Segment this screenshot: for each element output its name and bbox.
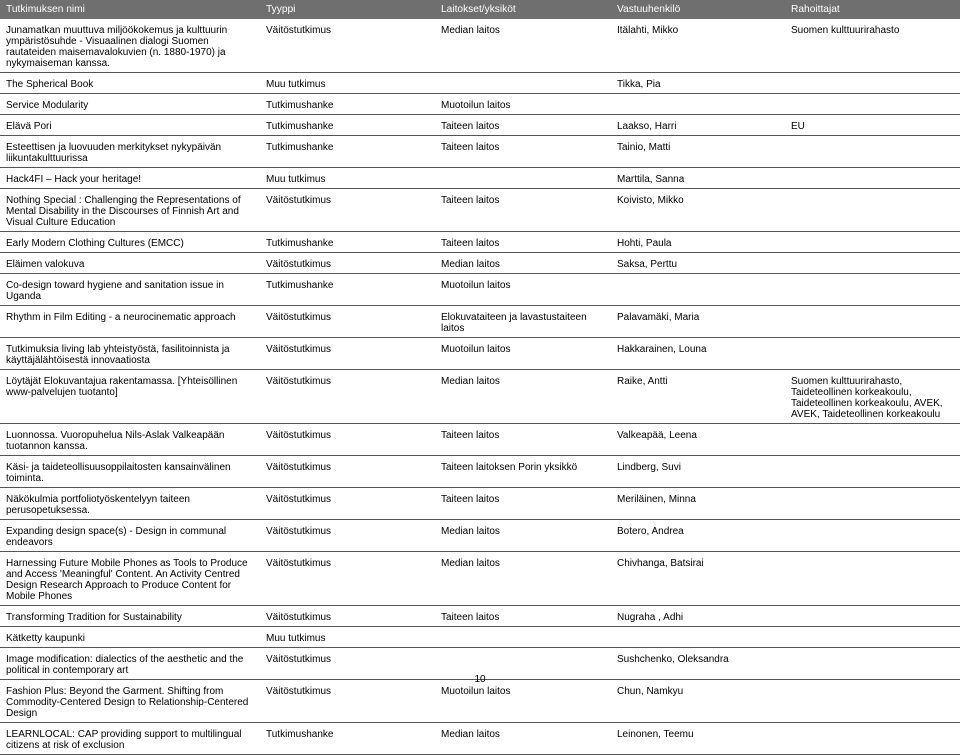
cell-type: Väitöstutkimus xyxy=(260,189,435,232)
cell-funders xyxy=(785,723,960,755)
table-row xyxy=(0,94,960,115)
cell-type: Muu tutkimus xyxy=(260,627,435,648)
cell-type: Tutkimushanke xyxy=(260,94,435,115)
cell-responsible: Itälahti, Mikko xyxy=(611,19,785,73)
cell-name: Image modification: dialectics of the aesthetic and the political in contemporary art xyxy=(0,648,260,680)
cell-responsible: Nugraha , Adhi xyxy=(611,606,785,627)
table-row xyxy=(0,723,960,755)
table-row xyxy=(0,189,960,232)
table-row xyxy=(0,488,960,520)
cell-responsible: Marttila, Sanna xyxy=(611,168,785,189)
cell-type: Väitöstutkimus xyxy=(260,19,435,73)
cell-responsible: Saksa, Perttu xyxy=(611,253,785,274)
cell-responsible: Tainio, Matti xyxy=(611,136,785,168)
cell-department: Muotoilun laitos xyxy=(435,338,611,370)
cell-department: Muotoilun laitos xyxy=(435,94,611,115)
table-row xyxy=(0,627,960,648)
cell-funders xyxy=(785,552,960,606)
table-row xyxy=(0,232,960,253)
cell-type: Väitöstutkimus xyxy=(260,606,435,627)
table-row xyxy=(0,370,960,424)
cell-name: Käsi- ja taideteollisuusoppilaitosten kansainvälinen toiminta. xyxy=(0,456,260,488)
cell-funders xyxy=(785,232,960,253)
cell-name: Rhythm in Film Editing - a neurocinematic approach xyxy=(0,306,260,338)
cell-responsible: Lindberg, Suvi xyxy=(611,456,785,488)
cell-department: Taiteen laitos xyxy=(435,189,611,232)
column-header-type: Tyyppi xyxy=(260,0,435,19)
cell-funders: Suomen kulttuurirahasto xyxy=(785,19,960,73)
table-row xyxy=(0,253,960,274)
cell-funders xyxy=(785,274,960,306)
cell-department: Taiteen laitos xyxy=(435,136,611,168)
cell-department: Elokuvataiteen ja lavastustaiteen laitos xyxy=(435,306,611,338)
cell-department: Taiteen laitoksen Porin yksikkö xyxy=(435,456,611,488)
cell-type: Väitöstutkimus xyxy=(260,488,435,520)
cell-name: Expanding design space(s) - Design in communal endeavors xyxy=(0,520,260,552)
cell-name: Näkökulmia portfoliotyöskentelyyn taiteen perusopetuksessa. xyxy=(0,488,260,520)
table-row xyxy=(0,552,960,606)
table-row xyxy=(0,168,960,189)
cell-department: Taiteen laitos xyxy=(435,488,611,520)
cell-type: Väitöstutkimus xyxy=(260,338,435,370)
table-row xyxy=(0,115,960,136)
cell-responsible: Meriläinen, Minna xyxy=(611,488,785,520)
cell-funders xyxy=(785,488,960,520)
cell-department: Median laitos xyxy=(435,723,611,755)
cell-funders xyxy=(785,456,960,488)
cell-funders: EU xyxy=(785,115,960,136)
table-row xyxy=(0,606,960,627)
cell-department: Median laitos xyxy=(435,552,611,606)
cell-department: Muotoilun laitos xyxy=(435,274,611,306)
cell-responsible xyxy=(611,94,785,115)
cell-responsible: Hakkarainen, Louna xyxy=(611,338,785,370)
cell-responsible: Botero, Andrea xyxy=(611,520,785,552)
cell-name: Eläimen valokuva xyxy=(0,253,260,274)
header-row xyxy=(0,0,960,19)
cell-department: Median laitos xyxy=(435,370,611,424)
cell-responsible: Sushchenko, Oleksandra xyxy=(611,648,785,680)
cell-responsible xyxy=(611,274,785,306)
cell-name: Harnessing Future Mobile Phones as Tools to Produce and Access 'Meaningful' Content. An Activity Centred Design Research Approach to Produce Content for Mobile Phones xyxy=(0,552,260,606)
table-row xyxy=(0,456,960,488)
cell-name: Löytäjät Elokuvantajua rakentamassa. [Yhteisöllinen www-palvelujen tuotanto] xyxy=(0,370,260,424)
table-row xyxy=(0,19,960,73)
cell-name: Early Modern Clothing Cultures (EMCC) xyxy=(0,232,260,253)
cell-department: Taiteen laitos xyxy=(435,606,611,627)
cell-name: The Spherical Book xyxy=(0,73,260,94)
table-row xyxy=(0,136,960,168)
table-row xyxy=(0,424,960,456)
cell-responsible: Valkeapää, Leena xyxy=(611,424,785,456)
cell-name: Tutkimuksia living lab yhteistyöstä, fasilitoinnista ja käyttäjälähtöisestä innovaatiosta xyxy=(0,338,260,370)
cell-name: Co-design toward hygiene and sanitation issue in Uganda xyxy=(0,274,260,306)
cell-name: Nothing Special : Challenging the Representations of Mental Disability in the Discourses of Finnish Art and Visual Culture Education xyxy=(0,189,260,232)
cell-funders xyxy=(785,606,960,627)
cell-type: Väitöstutkimus xyxy=(260,306,435,338)
cell-funders xyxy=(785,168,960,189)
table-row xyxy=(0,306,960,338)
cell-type: Tutkimushanke xyxy=(260,232,435,253)
column-header-department: Laitokset/yksiköt xyxy=(435,0,611,19)
cell-department: Taiteen laitos xyxy=(435,232,611,253)
column-header-funders: Rahoittajat xyxy=(785,0,960,19)
cell-type: Tutkimushanke xyxy=(260,115,435,136)
table-row xyxy=(0,338,960,370)
cell-funders xyxy=(785,253,960,274)
cell-funders xyxy=(785,136,960,168)
table-row xyxy=(0,73,960,94)
table-row xyxy=(0,274,960,306)
cell-type: Väitöstutkimus xyxy=(260,648,435,680)
cell-type: Väitöstutkimus xyxy=(260,253,435,274)
cell-type: Väitöstutkimus xyxy=(260,520,435,552)
cell-name: Kätketty kaupunki xyxy=(0,627,260,648)
cell-type: Tutkimushanke xyxy=(260,274,435,306)
cell-department: Muotoilun laitos xyxy=(435,680,611,723)
cell-type: Väitöstutkimus xyxy=(260,456,435,488)
cell-type: Muu tutkimus xyxy=(260,73,435,94)
cell-department xyxy=(435,73,611,94)
cell-department: Median laitos xyxy=(435,19,611,73)
cell-name: Hack4FI – Hack your heritage! xyxy=(0,168,260,189)
cell-funders xyxy=(785,306,960,338)
cell-department: Median laitos xyxy=(435,520,611,552)
column-header-name: Tutkimuksen nimi xyxy=(0,0,260,19)
cell-name: Luonnossa. Vuoropuhelua Nils-Aslak Valkeapään tuotannon kanssa. xyxy=(0,424,260,456)
table-row xyxy=(0,520,960,552)
cell-responsible: Laakso, Harri xyxy=(611,115,785,136)
cell-name: Esteettisen ja luovuuden merkitykset nykypäivän liikuntakulttuurissa xyxy=(0,136,260,168)
cell-responsible: Raike, Antti xyxy=(611,370,785,424)
cell-responsible: Chivhanga, Batsirai xyxy=(611,552,785,606)
cell-responsible: Tikka, Pia xyxy=(611,73,785,94)
cell-type: Väitöstutkimus xyxy=(260,552,435,606)
cell-name: Elävä Pori xyxy=(0,115,260,136)
cell-type: Tutkimushanke xyxy=(260,723,435,755)
cell-responsible: Koivisto, Mikko xyxy=(611,189,785,232)
cell-department: Taiteen laitos xyxy=(435,115,611,136)
cell-name: LEARNLOCAL: CAP providing support to multilingual citizens at risk of exclusion xyxy=(0,723,260,755)
cell-funders xyxy=(785,627,960,648)
table-body xyxy=(0,19,960,755)
cell-name: Fashion Plus: Beyond the Garment. Shifting from Commodity-Centered Design to Relationship-Centered Design xyxy=(0,680,260,723)
cell-name: Service Modularity xyxy=(0,94,260,115)
cell-department xyxy=(435,627,611,648)
column-header-responsible: Vastuuhenkilö xyxy=(611,0,785,19)
cell-responsible: Leinonen, Teemu xyxy=(611,723,785,755)
cell-type: Väitöstutkimus xyxy=(260,424,435,456)
cell-funders: Suomen kulttuurirahasto, Taideteollinen korkeakoulu, Taideteollinen korkeakoulu, AVEK, AVEK, Taideteollinen korkeakoulu xyxy=(785,370,960,424)
cell-funders xyxy=(785,424,960,456)
cell-department: Taiteen laitos xyxy=(435,424,611,456)
cell-type: Väitöstutkimus xyxy=(260,680,435,723)
cell-type: Tutkimushanke xyxy=(260,136,435,168)
cell-name: Transforming Tradition for Sustainability xyxy=(0,606,260,627)
cell-responsible: Hohti, Paula xyxy=(611,232,785,253)
cell-department xyxy=(435,168,611,189)
cell-funders xyxy=(785,189,960,232)
cell-responsible: Palavamäki, Maria xyxy=(611,306,785,338)
cell-responsible: Chun, Namkyu xyxy=(611,680,785,723)
cell-funders xyxy=(785,73,960,94)
cell-type: Väitöstutkimus xyxy=(260,370,435,424)
page-number: 10 xyxy=(474,674,486,685)
cell-responsible xyxy=(611,627,785,648)
cell-type: Muu tutkimus xyxy=(260,168,435,189)
cell-funders xyxy=(785,520,960,552)
cell-funders xyxy=(785,94,960,115)
cell-name: Junamatkan muuttuva miljöökokemus ja kulttuurin ympäristösuhde - Visuaalinen dialogi Suomen rautateiden maisemavalokuvien (n. 1880-1970) ja nykymaiseman kanssa. xyxy=(0,19,260,73)
cell-funders xyxy=(785,338,960,370)
cell-department: Median laitos xyxy=(435,253,611,274)
